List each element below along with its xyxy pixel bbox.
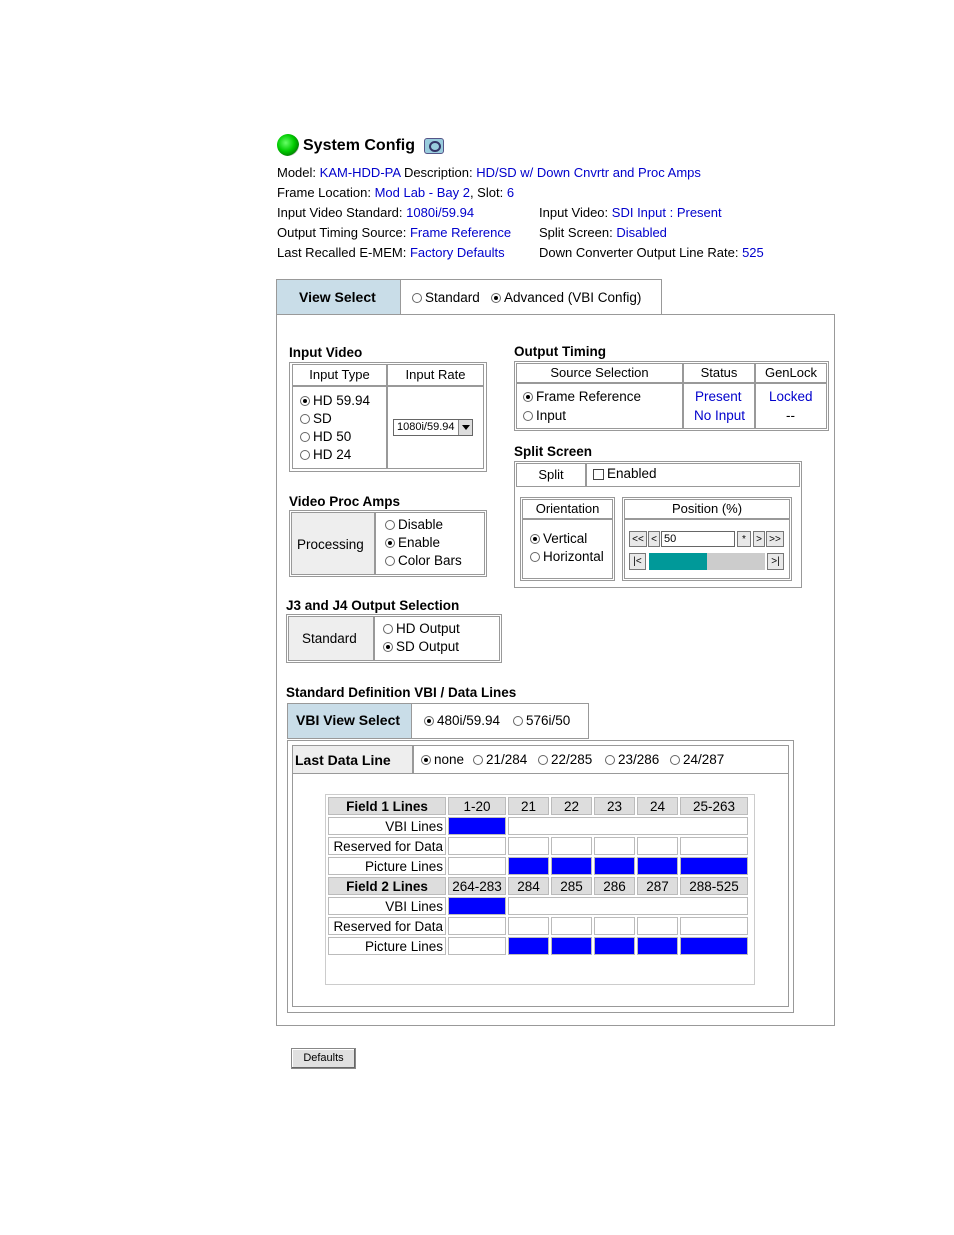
vbi-cell [508,897,748,915]
col-header: 287 [637,877,678,895]
picture-cell[interactable] [448,937,506,955]
reserved-label: Reserved for Data [328,837,446,855]
radio-icon [491,293,501,303]
description-value: HD/SD w/ Down Cnvrtr and Proc Amps [476,165,701,180]
vbi-cell [508,817,748,835]
view-select-label-box: View Select [276,279,401,315]
col-header: 288-525 [680,877,748,895]
radio-icon [385,556,395,566]
picture-cell[interactable] [551,937,592,955]
input-video-title: Input Video [289,345,363,360]
vbi-view-select-label-box: VBI View Select [287,703,412,739]
picture-lines-label: Picture Lines [328,857,446,875]
col-header: 264-283 [448,877,506,895]
picture-cell[interactable] [551,857,592,875]
reserved-cell[interactable] [508,917,549,935]
hd-output-radio[interactable]: HD Output [383,621,460,636]
j3j4-standard-label: Standard [302,631,357,646]
radio-icon [424,716,434,726]
last-recalled-line: Last Recalled E-MEM: Factory Defaults [277,245,505,260]
position-slider-track[interactable] [649,553,765,570]
picture-cell[interactable] [448,857,506,875]
chevron-down-icon [458,420,472,435]
split-screen-line: Split Screen: Disabled [539,225,667,240]
radio-icon [605,755,615,765]
picture-cell[interactable] [508,857,549,875]
reserved-cell[interactable] [680,917,748,935]
reserved-cell[interactable] [448,837,506,855]
proc-color-bars-radio[interactable]: Color Bars [385,553,462,568]
radio-icon [538,755,548,765]
frame-reference-genlock: Locked [769,389,813,404]
orientation-header: Orientation [522,499,613,519]
position-last-button[interactable]: >> [766,531,784,547]
radio-icon [513,716,523,726]
reserved-cell[interactable] [594,917,635,935]
input-rate-header: Input Rate [387,364,484,386]
last-data-23-radio[interactable]: 23/286 [605,752,659,767]
frame-reference-status: Present [695,389,742,404]
col-header: 284 [508,877,549,895]
j3j4-title: J3 and J4 Output Selection [286,598,460,613]
picture-cell[interactable] [680,937,748,955]
col-header: 24 [637,797,678,815]
last-data-line-label: Last Data Line [295,752,391,768]
vbi-480i-radio[interactable]: 480i/59.94 [424,713,500,728]
timing-frame-reference-radio[interactable]: Frame Reference [523,389,641,404]
reserved-cell[interactable] [551,917,592,935]
split-label: Split [516,463,586,487]
position-header: Position (%) [624,499,790,519]
picture-lines-label: Picture Lines [328,937,446,955]
position-set-button[interactable]: * [737,531,751,547]
reserved-cell[interactable] [594,837,635,855]
defaults-button[interactable]: Defaults [291,1048,356,1069]
output-timing-title: Output Timing [514,344,606,359]
model-value: KAM-HDD-PA [319,165,401,180]
proc-disable-radio[interactable]: Disable [385,517,443,532]
position-prev-button[interactable]: < [648,531,660,547]
last-data-22-radio[interactable]: 22/285 [538,752,592,767]
status-header: Status [683,363,755,383]
reserved-cell[interactable] [637,917,678,935]
reserved-cell[interactable] [551,837,592,855]
picture-cell[interactable] [594,857,635,875]
radio-icon [385,520,395,530]
status-led-icon [277,134,299,156]
checkbox-icon [593,469,604,480]
position-max-button[interactable]: >| [767,553,784,570]
vbi-576i-radio[interactable]: 576i/50 [513,713,570,728]
radio-icon [300,450,310,460]
reserved-cell[interactable] [637,837,678,855]
radio-icon [530,552,540,562]
view-advanced-radio[interactable]: Advanced (VBI Config) [491,290,641,305]
radio-icon [523,411,533,421]
timing-input-radio[interactable]: Input [523,408,566,423]
col-header: 286 [594,877,635,895]
refresh-icon[interactable] [424,138,444,154]
proc-amps-title: Video Proc Amps [289,494,401,509]
radio-icon [300,396,310,406]
input-genlock: -- [786,408,795,423]
radio-icon [385,538,395,548]
last-data-none-radio[interactable]: none [421,752,464,767]
radio-icon [383,624,393,634]
proc-enable-radio[interactable]: Enable [385,535,440,550]
vbi-cell[interactable] [448,817,506,835]
col-header: 285 [551,877,592,895]
page-title: System Config [303,137,416,154]
model-line: Model: KAM-HDD-PA Description: HD/SD w/ Down Cnvrtr and Proc Amps [277,165,701,180]
position-next-button[interactable]: > [753,531,765,547]
orientation-horizontal-radio[interactable]: Horizontal [530,549,604,564]
position-slider-fill [649,553,707,570]
source-selection-header: Source Selection [516,363,683,383]
col-header: 1-20 [448,797,506,815]
vbi-lines-table [326,795,750,957]
col-header: 25-263 [680,797,748,815]
orientation-vertical-radio[interactable]: Vertical [530,531,587,546]
radio-icon [412,293,422,303]
reserved-cell[interactable] [508,837,549,855]
down-converter-line: Down Converter Output Line Rate: 525 [539,245,764,260]
vbi-lines-label: VBI Lines [328,897,446,915]
input-video-standard-line: Input Video Standard: 1080i/59.94 [277,205,475,220]
last-data-24-radio[interactable]: 24/287 [670,752,724,767]
split-enabled-checkbox[interactable]: Enabled [593,466,657,481]
input-type-hd50-radio[interactable]: HD 50 [300,429,351,444]
radio-icon [421,755,431,765]
picture-cell[interactable] [594,937,635,955]
sd-output-radio[interactable]: SD Output [383,639,459,654]
reserved-cell[interactable] [448,917,506,935]
input-type-header: Input Type [292,364,387,386]
radio-icon [473,755,483,765]
col-header: 22 [551,797,592,815]
radio-icon [383,642,393,652]
input-type-hd24-radio[interactable]: HD 24 [300,447,351,462]
input-type-sd-radio[interactable]: SD [300,411,332,426]
position-first-button[interactable]: << [629,531,647,547]
radio-icon [300,414,310,424]
frame-location-line: Frame Location: Mod Lab - Bay 2, Slot: 6 [277,185,515,200]
field1-lines-header: Field 1 Lines [328,797,446,815]
radio-icon [530,534,540,544]
radio-icon [670,755,680,765]
input-type-hd5994-radio[interactable]: HD 59.94 [300,393,370,408]
frame-location-value: Mod Lab - Bay 2 [374,185,470,200]
picture-cell[interactable] [680,857,748,875]
genlock-header: GenLock [755,363,827,383]
input-rate-select[interactable]: 1080i/59.94 [393,419,473,436]
output-timing-source-line: Output Timing Source: Frame Reference [277,225,512,240]
input-status: No Input [694,408,746,423]
position-min-button[interactable]: |< [629,553,646,570]
reserved-cell[interactable] [680,837,748,855]
reserved-label: Reserved for Data [328,917,446,935]
vbi-cell[interactable] [448,897,506,915]
vbi-view-select-options-box [411,703,589,739]
view-standard-radio[interactable]: Standard [412,290,480,305]
processing-label: Processing [297,537,364,552]
radio-icon [300,432,310,442]
field2-lines-header: Field 2 Lines [328,877,446,895]
slot-value: 6 [506,185,515,200]
position-input[interactable]: 50 [661,531,735,547]
sd-vbi-title: Standard Definition VBI / Data Lines [286,685,517,700]
picture-cell[interactable] [508,937,549,955]
split-screen-title: Split Screen [514,444,593,459]
col-header: 23 [594,797,635,815]
vbi-lines-label: VBI Lines [328,817,446,835]
radio-icon [523,392,533,402]
view-select-options-box [400,279,662,315]
col-header: 21 [508,797,549,815]
picture-cell[interactable] [637,937,678,955]
picture-cell[interactable] [637,857,678,875]
input-video-line: Input Video: SDI Input : Present [539,205,722,220]
last-data-21-radio[interactable]: 21/284 [473,752,527,767]
